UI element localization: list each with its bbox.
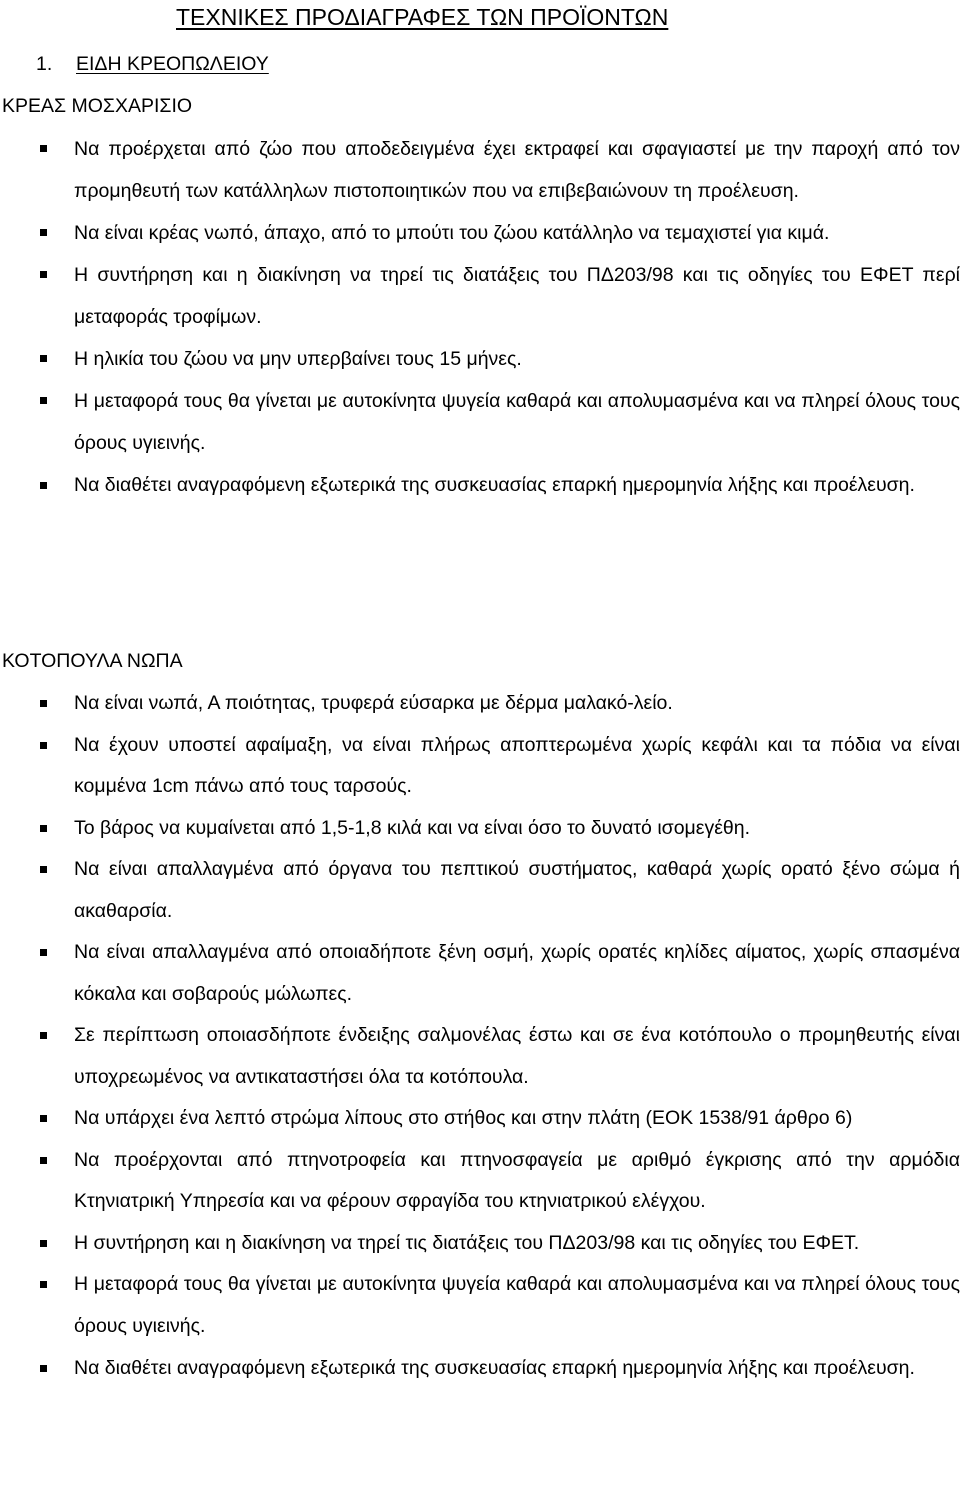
square-bullet-icon (40, 271, 47, 278)
list-item-text: Να προέρχονται από πτηνοτροφεία και πτηνοσφαγεία με αριθμό έγκρισης από την αρμόδια Κτηνιατρική Υπηρεσία και να φέρουν σφραγίδα του κτηνιατρικού ελέγχου. (74, 1148, 960, 1212)
square-bullet-icon (40, 949, 47, 956)
list-item-text: Η συντήρηση και η διακίνηση να τηρεί τις διατάξεις του ΠΔ203/98 και τις οδηγίες του ΕΦΕΤ. (74, 1231, 860, 1254)
list-item (0, 212, 960, 254)
list-item (0, 725, 960, 808)
beef-spec-list (0, 128, 960, 500)
square-bullet-icon (40, 700, 47, 707)
list-item (0, 1264, 960, 1347)
square-bullet-icon (40, 355, 47, 362)
beef-heading: ΚΡΕΑΣ ΜΟΣΧΑΡΙΣΙΟ (2, 95, 193, 117)
list-item (0, 1223, 960, 1265)
list-item-text: Το βάρος να κυμαίνεται από 1,5-1,8 κιλά και να είναι όσο το δυνατό ισομεγέθη. (74, 816, 751, 839)
square-bullet-icon (40, 825, 47, 832)
square-bullet-icon (40, 482, 47, 489)
square-bullet-icon (40, 1157, 47, 1164)
section-number: 1. (36, 53, 53, 75)
list-item (0, 128, 960, 212)
square-bullet-icon (40, 1365, 47, 1372)
list-item (0, 683, 960, 725)
list-item-text: Η μεταφορά τους θα γίνεται με αυτοκίνητα ψυγεία καθαρά και απολυμασμένα και να πληρεί όλους τους όρους υγιεινής. (74, 390, 960, 454)
list-item-text: Να διαθέτει αναγραφόμενη εξωτερικά της συσκευασίας επαρκή ημερομηνία λήξης και προέλευση. (74, 1357, 915, 1379)
list-item-text: Να είναι απαλλαγμένα από όργανα του πεπτικού συστήματος, καθαρά χωρίς ορατό ξένο σώμα ή ακαθαρσία. (74, 858, 960, 922)
square-bullet-icon (40, 1032, 47, 1039)
square-bullet-icon (40, 1281, 47, 1288)
square-bullet-icon (40, 866, 47, 873)
list-item-text: Η συντήρηση και η διακίνηση να τηρεί τις διατάξεις του ΠΔ203/98 και τις οδηγίες του ΕΦΕΤ περί μεταφοράς τροφίμων. (74, 264, 960, 328)
square-bullet-icon (40, 1115, 47, 1122)
section-heading-text: ΕΙΔΗ ΚΡΕΟΠΩΛΕΙΟΥ (76, 53, 269, 75)
list-item-text: Να υπάρχει ένα λεπτό στρώμα λίπους στο στήθος και στην πλάτη (ΕΟΚ 1538/91 άρθρο 6) (74, 1107, 853, 1129)
list-item-text: Να έχουν υποστεί αφαίμαξη, να είναι πλήρως αποπτερωμένα χωρίς κεφάλι και τα πόδια να είναι κομμένα 1cm πάνω από τους ταρσούς. (74, 733, 960, 797)
list-item (0, 380, 960, 464)
list-item-text: Η μεταφορά τους θα γίνεται με αυτοκίνητα ψυγεία καθαρά και απολυμασμένα και να πληρεί όλους τους όρους υγιεινής. (74, 1273, 960, 1337)
list-item (0, 849, 960, 932)
document-title: ΤΕΧΝΙΚΕΣ ΠΡΟΔΙΑΓΡΑΦΕΣ ΤΩΝ ΠΡΟΪΟΝΤΩΝ (176, 4, 669, 30)
square-bullet-icon (40, 145, 47, 152)
list-item-text: Σε περίπτωση οποιασδήποτε ένδειξης σαλμονέλας έστω και σε ένα κοτόπουλο ο προμηθευτής είναι υποχρεωμένος να αντικαταστήσει όλα τα κοτόπουλα. (74, 1024, 960, 1088)
list-item (0, 1140, 960, 1223)
list-item (0, 1098, 960, 1140)
list-item-text: Να είναι απαλλαγμένα από οποιαδήποτε ξένη οσμή, χωρίς ορατές κηλίδες αίματος, χωρίς σπασμένα κόκαλα και σοβαρούς μώλωπες. (74, 941, 960, 1005)
list-item (0, 808, 960, 850)
list-item-text: Να προέρχεται από ζώο που αποδεδειγμένα έχει εκτραφεί και σφαγιαστεί με την παροχή από τον προμηθευτή των κατάλληλων πιστοποιητικών που να επιβεβαιώνουν τη προέλευση. (74, 138, 960, 202)
list-item (0, 464, 960, 500)
list-item-text: Να διαθέτει αναγραφόμενη εξωτερικά της συσκευασίας επαρκή ημερομηνία λήξης και προέλευση. (74, 474, 915, 496)
square-bullet-icon (40, 229, 47, 236)
square-bullet-icon (40, 742, 47, 749)
list-item (0, 1015, 960, 1098)
square-bullet-icon (40, 1240, 47, 1247)
chicken-heading: ΚΟΤΟΠΟΥΛΑ ΝΩΠΑ (2, 650, 183, 672)
section-heading (36, 53, 269, 76)
list-item-text: Να είναι νωπά, Α ποιότητας, τρυφερά εύσαρκα με δέρμα μαλακό-λείο. (74, 692, 673, 714)
list-item (0, 932, 960, 1015)
square-bullet-icon (40, 397, 47, 404)
list-item (0, 254, 960, 338)
list-item (0, 338, 960, 380)
chicken-spec-list (0, 683, 960, 1383)
list-item-text: Η ηλικία του ζώου να μην υπερβαίνει τους 15 μήνες. (74, 348, 522, 370)
list-item (0, 1347, 960, 1383)
list-item-text: Να είναι κρέας νωπό, άπαχο, από το μπούτι του ζώου κατάλληλο να τεμαχιστεί για κιμά. (74, 222, 830, 244)
